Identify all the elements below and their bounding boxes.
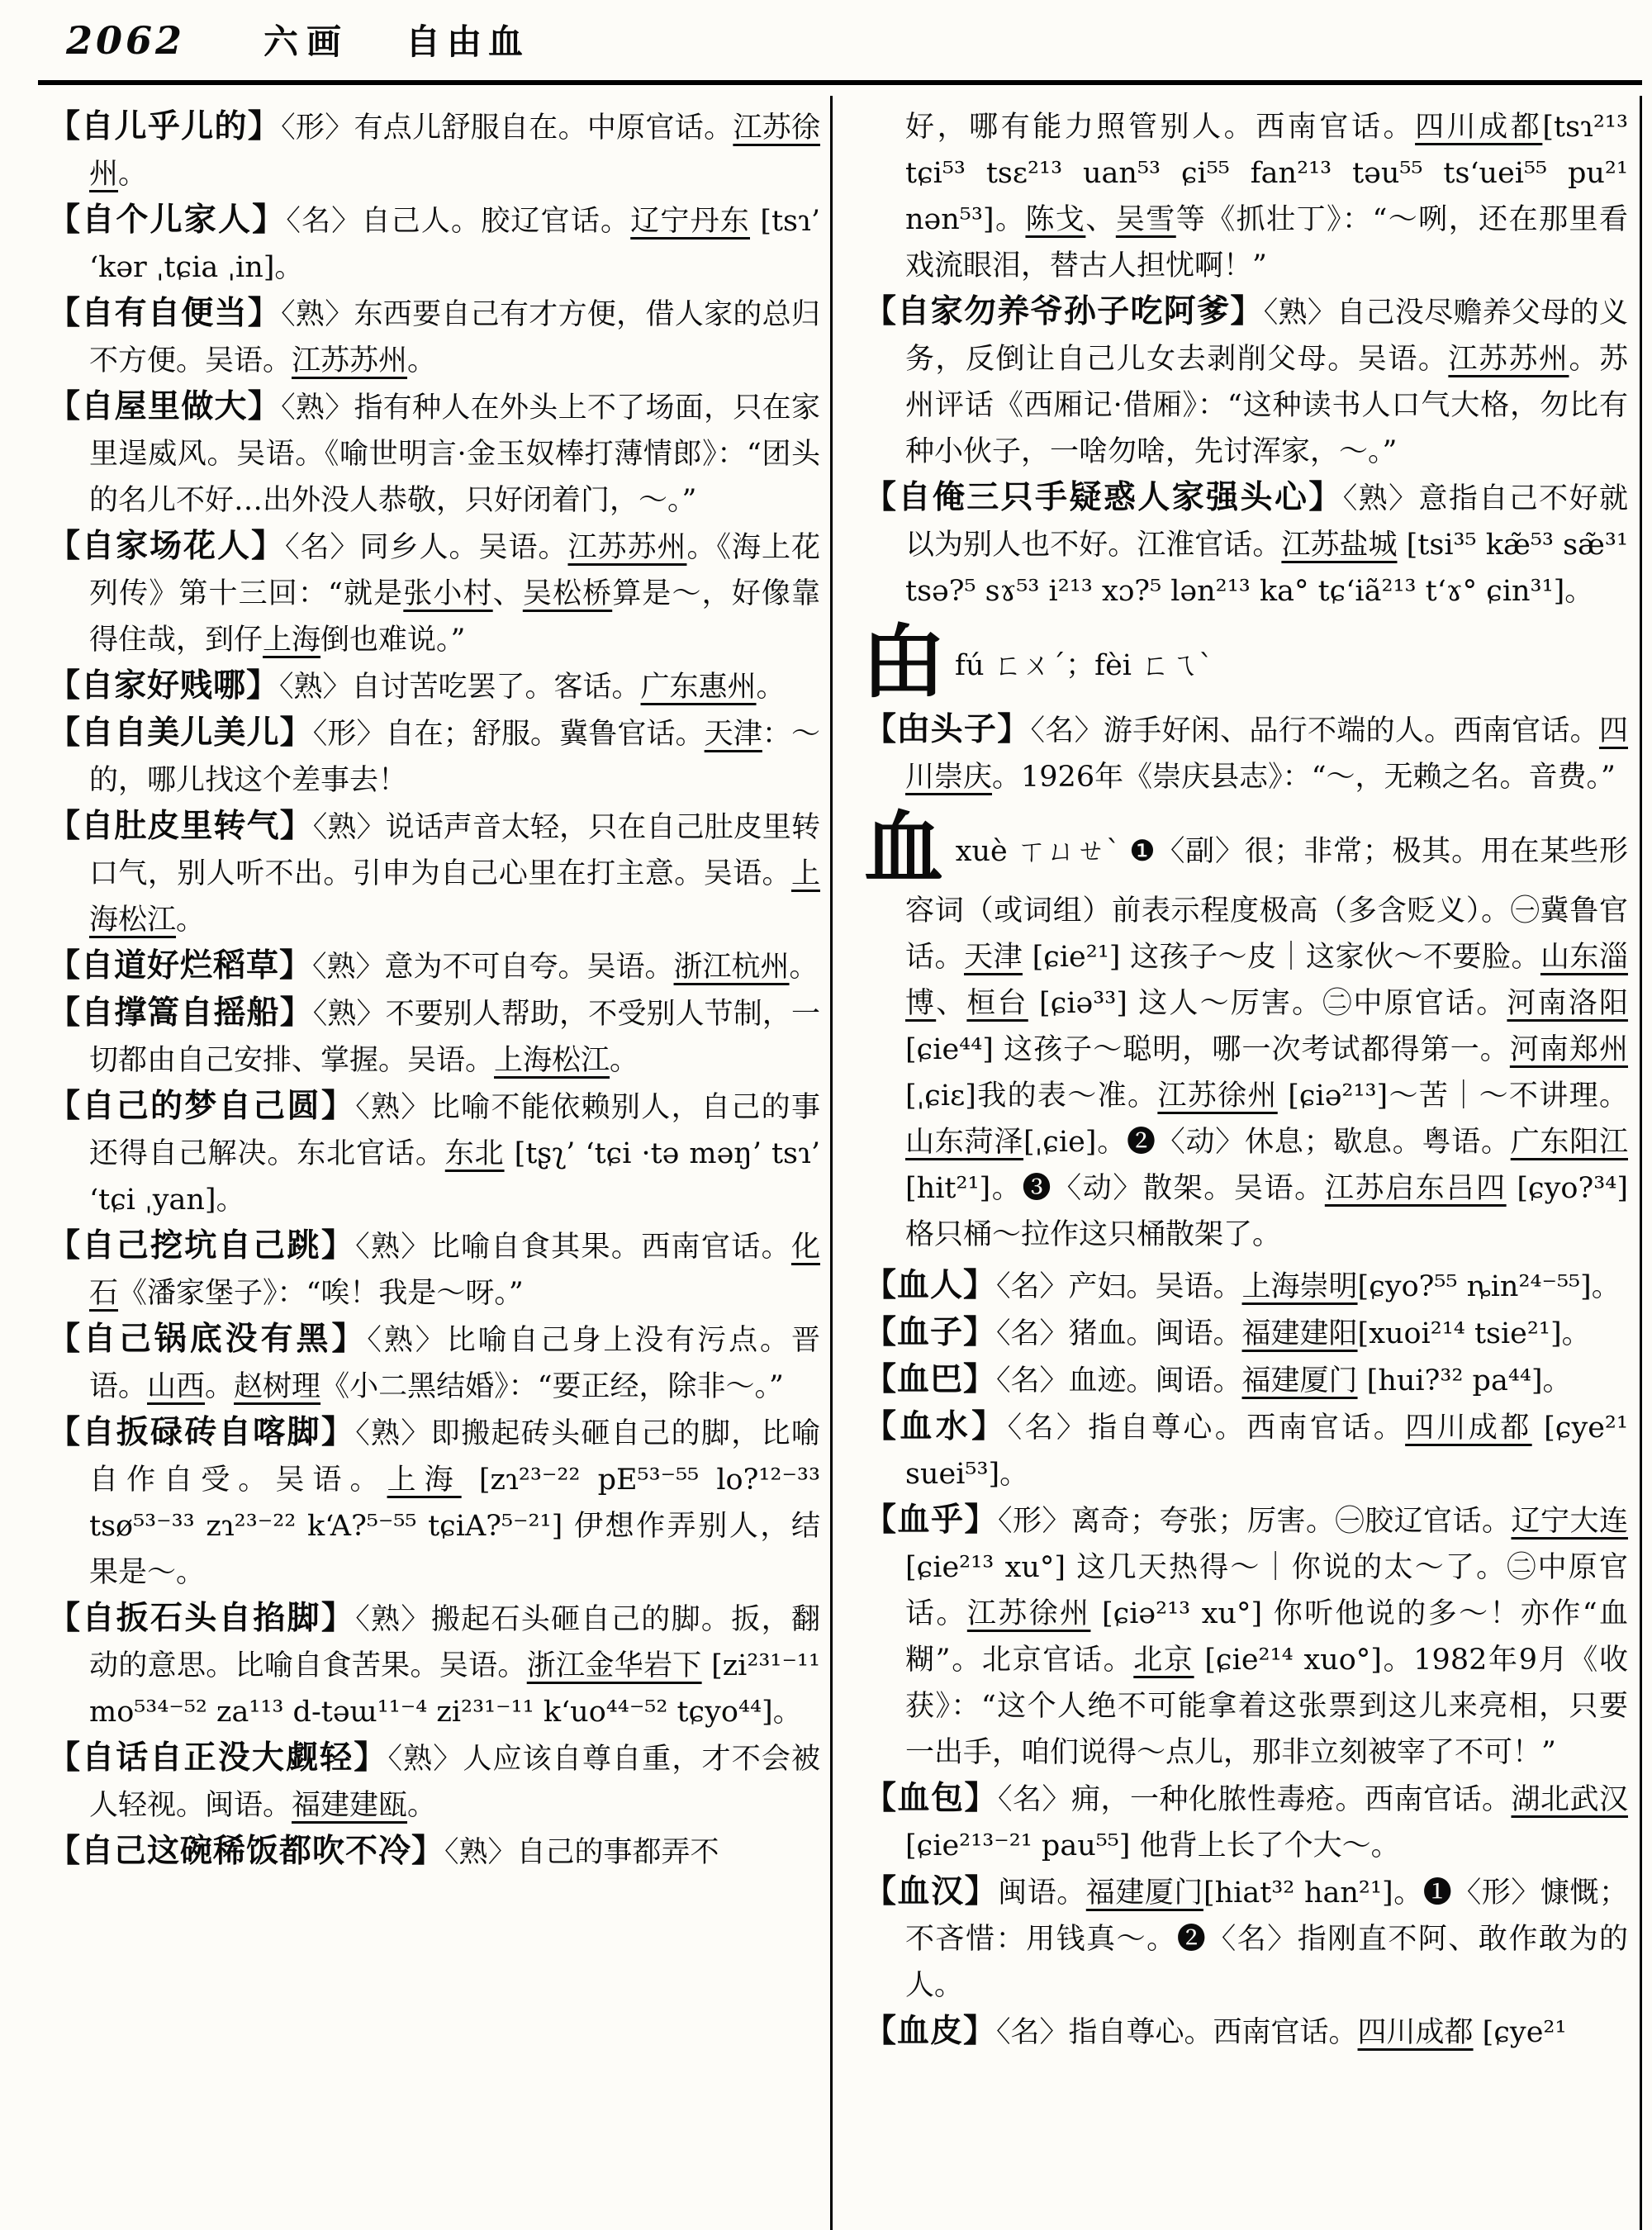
entry-text: 〈熟〉东西要自己有才方便，借人家的总归不方便。吴语。	[89, 298, 820, 377]
place-name: 浙江金华岩下	[526, 1649, 702, 1682]
entry-headword: 【自扳石头自掐脚】	[48, 1600, 356, 1637]
entry-text: [ɕie²¹³ xu°] 这几天热得～｜你说的太～了。㊁中原官话。	[905, 1551, 1628, 1630]
entry-headword: 【血人】	[864, 1267, 997, 1304]
place-name: 陈戈	[1025, 203, 1086, 236]
dictionary-entry	[864, 1497, 1628, 1776]
place-name: 山东菏泽	[905, 1126, 1024, 1159]
entry-text: 〈名〉血迹。闽语。	[996, 1364, 1242, 1397]
entry-text: 。苏州评话《西厢记·借厢》：“这种读书人口气大格，勿比有种小伙子，一啥勿啥，先讨浑家，～。”	[905, 343, 1628, 468]
entry-text: 〈熟〉说话声音太轻，只在自己肚皮里转口气，别人听不出。引申为自己心里在打主意。吴语。	[89, 811, 820, 890]
entry-headword: 【血巴】	[864, 1361, 997, 1398]
entry-text: 〈熟〉自讨苦吃罢了。客话。	[279, 671, 641, 704]
place-name: 赵树理	[234, 1370, 321, 1403]
page-number: 2062	[66, 18, 186, 63]
entry-headword: 【血汉】	[864, 1873, 999, 1910]
dictionary-entry	[864, 1869, 1628, 2009]
column-divider	[830, 96, 833, 2230]
entry-text: 〈熟〉自己的事都弄不	[444, 1836, 719, 1869]
entry-headword: 【甶头子】	[864, 711, 1031, 748]
place-name: 江苏启东吕四	[1324, 1172, 1507, 1205]
entry-text: [ˌɕie]。❷〈动〉休息；歇息。粤语。	[1023, 1126, 1511, 1159]
dictionary-entry	[864, 1357, 1628, 1404]
entry-text: 〈名〉自己人。胶辽官话。	[286, 205, 631, 238]
entry-text: [tsɿ²¹³ tɕi⁵³ tsɛ²¹³ uan⁵³ ɕi⁵⁵ fan²¹³ təu⁵⁵ ts‘uei⁵⁵ pu²¹ nən⁵³]。	[905, 111, 1628, 236]
dictionary-entry	[864, 1263, 1628, 1310]
entry-continuation	[864, 104, 1628, 289]
entry-headword: 【自自美儿美儿】	[48, 714, 313, 752]
entry-text: [zi²³¹⁻¹¹ mo⁵³⁴⁻⁵² za¹¹³ d-təɯ¹¹⁻⁴ zi²³¹⁻¹¹ k‘uo⁴⁴⁻⁵² tɕyo⁴⁴]。	[89, 1649, 820, 1729]
page-header	[66, 15, 529, 64]
entry-text: [ɕye²¹	[1473, 2016, 1567, 2049]
dictionary-entry	[864, 2009, 1628, 2056]
place-name: 广东惠州	[640, 671, 757, 704]
entry-headword: 【自己这碗稀饭都吹不冷】	[48, 1833, 445, 1870]
entry-text: 〈名〉指自尊心。西南官话。	[1007, 1412, 1406, 1445]
entry-headword: 【自己锅底没有黑】	[48, 1321, 368, 1358]
headword-pinyin: xuè ㄒㄩㄝˋ	[955, 835, 1122, 868]
place-name: 上海松江	[494, 1044, 610, 1077]
entry-text: [ɕyo?⁵⁵ ȵin²⁴⁻⁵⁵]。	[1357, 1270, 1621, 1303]
entry-text: [ɕyo?³⁴] 格只桶～拉作这只桶散架了。	[905, 1172, 1628, 1251]
entry-text: 〈熟〉比喻不能依赖别人，自己的事还得自己解决。东北官话。	[89, 1091, 820, 1170]
entry-headword: 【血包】	[864, 1780, 998, 1817]
big-headword-char: 血	[864, 802, 944, 894]
entry-text: 算是～，好像靠得住哉，到仔	[89, 577, 820, 657]
entry-text: 〈熟〉指有种人在外头上不了场面，只在家里逞威风。吴语。《喻世明言·金玉奴棒打薄情郎》：“团头的名儿不好…出外没人恭敬，只好闭着门，～。”	[89, 391, 820, 517]
entry-headword: 【自有自便当】	[48, 295, 282, 332]
entry-text: [tsɿ’ ‘kər ˌtɕia ˌin]。	[89, 205, 820, 284]
place-name: 山东淄博	[905, 941, 1628, 1020]
place-name: 上海松江	[89, 857, 820, 937]
place-name: 北京	[1133, 1644, 1194, 1677]
place-name: 辽宁丹东	[630, 205, 750, 238]
place-name: 浙江杭州	[673, 951, 790, 984]
entry-text: [ɕiə³³] 这人～厉害。㊁中原官话。	[1028, 987, 1507, 1020]
entry-text: 。《海上花列传》第十三回：“就是	[89, 531, 820, 610]
entry-headword: 【自家场花人】	[48, 528, 285, 565]
entry-headword: 【自个儿家人】	[48, 202, 287, 239]
dictionary-entry	[48, 197, 820, 291]
entry-text: 〈名〉游手好闲、品行不端的人。西南官话。	[1030, 714, 1599, 747]
place-name: 福建建瓯	[292, 1789, 408, 1822]
entry-text: 、	[492, 577, 523, 610]
entry-text: [zɿ²³⁻²² pE⁵³⁻⁵⁵ lo?¹²⁻³³ tsø⁵³⁻³³ zɿ²³⁻²² k‘A?⁵⁻⁵⁵ tɕiA?⁵⁻²¹] 伊想作弄别人，结果是～。	[89, 1464, 820, 1589]
dictionary-entry	[864, 289, 1628, 475]
place-name: 江苏苏州	[1448, 343, 1569, 376]
place-name: 山西	[147, 1370, 206, 1403]
place-name: 四川崇庆	[905, 714, 1628, 794]
entry-text: 〈熟〉即搬起砖头砸自己的脚，比喻自作自受。吴语。	[89, 1417, 820, 1497]
entry-text: 〈熟〉不要别人帮助，不受别人节制，一切都由自己安排、掌握。吴语。	[89, 998, 820, 1077]
entry-text: [hiat³² han²¹]。❶〈形〉慷慨；不吝惜：用钱真～。❷〈名〉指刚直不阿、敢作敢为的人。	[905, 1877, 1628, 2002]
place-name: 四川成都	[1357, 2016, 1474, 2049]
entry-text: 《小二黑结婚》：“要正经，除非～。”	[320, 1370, 784, 1403]
dictionary-entry	[48, 1735, 820, 1829]
place-name: 湖北武汉	[1511, 1783, 1628, 1816]
entry-text: ：～的，哪儿找这个差事去！	[89, 718, 820, 797]
entry-text: 。	[407, 1789, 437, 1822]
entry-text: 。	[407, 344, 437, 377]
dictionary-entry	[48, 710, 820, 804]
dictionary-entry	[48, 943, 820, 990]
place-name: 上海	[387, 1464, 462, 1497]
entry-headword: 【血皮】	[864, 2013, 997, 2050]
entry-text: [ɕie²¹] 这孩子～皮｜这家伙～不要脸。	[1022, 941, 1540, 974]
dictionary-entry	[48, 104, 820, 197]
dictionary-entry	[48, 524, 820, 663]
section-headword	[864, 616, 1628, 709]
entry-text: [ɕiə²¹³ xu°] 你听他说的多～！亦作“血糊”。北京官话。	[905, 1597, 1628, 1677]
entry-text: [ɕiə²¹³]～苦｜～不讲理。	[1277, 1079, 1628, 1113]
place-name: 河南郑州	[1509, 1033, 1628, 1066]
entry-headword: 【血水】	[864, 1408, 1008, 1445]
entry-headword: 【自己的梦自己圆】	[48, 1088, 356, 1125]
entry-text: [ɕie⁴⁴] 这孩子～聪明，哪一次考试都得第一。	[905, 1033, 1510, 1066]
dictionary-entry	[48, 384, 820, 524]
entry-text: 等《抓壮丁》：“～咧，还在那里看戏流眼泪，替古人担忧啊！”	[905, 203, 1628, 282]
dictionary-entry	[48, 1084, 820, 1223]
entry-headword: 【自儿乎儿的】	[48, 108, 282, 145]
dictionary-entry	[48, 291, 820, 384]
dictionary-entry	[864, 1404, 1628, 1497]
entry-text: 、	[1085, 203, 1116, 236]
entry-text: [ɕye²¹ suei⁵³]。	[905, 1412, 1628, 1491]
entry-headword: 【自撑篙自摇船】	[48, 994, 313, 1032]
dictionary-entry	[48, 1410, 820, 1596]
entry-text: ❶〈副〉很；非常；极其。用在某些形容词（或词组）前表示程度极高（多含贬义）。㊀冀鲁官话。	[905, 835, 1628, 974]
entry-text: 闽语。	[998, 1877, 1086, 1910]
dictionary-entry	[48, 1223, 820, 1317]
dictionary-entry	[48, 1317, 820, 1410]
place-name: 天津	[963, 941, 1023, 974]
section-headword	[864, 802, 1628, 1258]
header-rule	[38, 80, 1642, 85]
entry-headword: 【血乎】	[864, 1502, 998, 1539]
place-name: 四川成都	[1415, 111, 1543, 144]
place-name: 江苏盐城	[1281, 529, 1398, 562]
entry-text: [hit²¹]。❸〈动〉散架。吴语。	[905, 1172, 1325, 1205]
entry-text: 。1926年《崇庆县志》：“～，无赖之名。音费。”	[992, 761, 1616, 794]
entry-headword: 【自话自正没大觑轻】	[48, 1739, 388, 1777]
entry-headword: 【自家勿养爷孙子吃阿爹】	[864, 293, 1264, 330]
entry-text: [ɕie²¹⁴ xuo°]。1982年9月《收获》：“这个人绝不可能拿着这张票到这儿来亮相，只要一出手，咱们说得～点儿，那非立刻被宰了不可！”	[905, 1644, 1628, 1769]
entry-text: [xuoi²¹⁴ tsie²¹]。	[1357, 1317, 1591, 1350]
dictionary-entry	[864, 1776, 1628, 1869]
entry-text: 〈名〉痈，一种化脓性毒疮。西南官话。	[998, 1783, 1512, 1816]
entry-headword: 【自肚皮里转气】	[48, 808, 313, 845]
entry-text: 〈熟〉人应该自尊自重，才不会被人轻视。闽语。	[89, 1743, 820, 1822]
entry-text: 〈形〉有点儿舒服自在。中原官话。	[281, 112, 733, 145]
dictionary-entry	[864, 475, 1628, 614]
entry-text: [ˌɕiɛ]我的表～准。	[905, 1079, 1158, 1113]
entry-text: 〈名〉猪血。闽语。	[996, 1317, 1242, 1350]
entry-headword: 【血子】	[864, 1314, 997, 1351]
entry-text: 好，哪有能力照管别人。西南官话。	[905, 111, 1416, 144]
page-edge-line	[1640, 96, 1642, 2230]
dictionary-entry	[864, 707, 1628, 800]
place-name: 东北	[444, 1137, 505, 1170]
place-name: 江苏苏州	[567, 531, 687, 564]
big-headword-char: 甶	[864, 616, 943, 709]
left-column	[48, 104, 820, 1876]
place-name: 天津	[704, 718, 762, 751]
place-name: 张小村	[403, 577, 493, 610]
section-characters: 自由血	[406, 21, 530, 62]
dictionary-entry	[48, 1596, 820, 1735]
right-column	[864, 104, 1628, 2056]
entry-headword: 【自家好贱哪】	[48, 667, 280, 705]
place-name: 辽宁大连	[1511, 1505, 1628, 1538]
entry-text: 。	[789, 951, 819, 984]
entry-text: 〈名〉产妇。吴语。	[996, 1270, 1242, 1303]
place-name: 广东阳江	[1510, 1126, 1628, 1159]
place-name: 上海	[263, 624, 321, 657]
dictionary-entry	[48, 663, 820, 710]
entry-text: [tsi³⁵ kæ̃⁵³ sæ̃³¹ tsə?⁵ sɤ⁵³ i²¹³ xɔ?⁵ lən²¹³ ka° tɕ‘iã²¹³ t‘ɤ° ɕin³¹]。	[905, 529, 1628, 608]
entry-headword: 【自屋里做大】	[48, 388, 282, 425]
entry-text: 〈熟〉比喻自食其果。西南官话。	[355, 1231, 791, 1264]
place-name: 福建厦门	[1241, 1364, 1358, 1397]
entry-text: 。	[176, 904, 206, 937]
place-name: 吴松桥	[522, 577, 613, 610]
entry-headword: 【自扳碌砖自喀脚】	[48, 1414, 356, 1451]
entry-text: 、	[936, 987, 967, 1020]
entry-text: 〈熟〉意指自己不好就以为别人也不好。江淮官话。	[905, 482, 1628, 562]
place-name: 江苏苏州	[292, 344, 408, 377]
entry-text: 《潘家堡子》：“唉！我是～呀。”	[118, 1277, 524, 1310]
place-name: 化石	[89, 1231, 820, 1310]
entry-text: 〈名〉指自尊心。西南官话。	[996, 2016, 1358, 2049]
dictionary-entry	[864, 1310, 1628, 1357]
entry-text: 〈熟〉意为不可自夸。吴语。	[312, 951, 674, 984]
place-name: 江苏徐州	[966, 1597, 1091, 1630]
entry-headword: 【自己挖坑自己跳】	[48, 1227, 356, 1264]
entry-text: [ɕie²¹³⁻²¹ pau⁵⁵] 他背上长了个大～。	[905, 1829, 1400, 1862]
entry-text: 〈熟〉比喻自己身上没有污点。晋语。	[89, 1324, 820, 1403]
headword-pinyin: fú ㄈㄨˊ；fèi ㄈㄟˋ	[955, 649, 1213, 682]
entry-text: 。	[205, 1370, 235, 1403]
entry-text: 倒也难说。”	[320, 624, 466, 657]
place-name: 桓台	[966, 987, 1028, 1020]
place-name: 河南洛阳	[1507, 987, 1628, 1020]
place-name: 四川成都	[1405, 1412, 1532, 1445]
dictionary-entry	[48, 804, 820, 943]
entry-text: [hui?³² pa⁴⁴]。	[1357, 1364, 1572, 1397]
entry-text: 〈形〉离奇；夸张；厉害。㊀胶辽官话。	[998, 1505, 1512, 1538]
entry-text: 〈形〉自在；舒服。冀鲁官话。	[312, 718, 705, 751]
place-name: 江苏徐州	[89, 112, 820, 191]
place-name: 江苏徐州	[1157, 1079, 1278, 1113]
dictionary-entry	[48, 990, 820, 1084]
place-name: 福建建阳	[1241, 1317, 1358, 1350]
entry-text: 〈熟〉自己没尽赡养父母的义务，反倒让自己儿女去剥削父母。吴语。	[905, 297, 1628, 376]
entry-text: 〈熟〉搬起石头砸自己的脚。扳，翻动的意思。比喻自食苦果。吴语。	[89, 1603, 820, 1682]
entry-text: 。	[610, 1044, 639, 1077]
entry-headword: 【自道好烂稻草】	[48, 947, 313, 985]
place-name: 上海崇明	[1241, 1270, 1358, 1303]
entry-headword: 【自俺三只手疑惑人家强头心】	[864, 479, 1343, 516]
entry-text: 〈名〉同乡人。吴语。	[284, 531, 568, 564]
place-name: 福建厦门	[1085, 1877, 1203, 1910]
dictionary-entry	[48, 1829, 820, 1876]
entry-text: [tʂʅ’ ‘tɕi ·tə məŋ’ tsɿ’ ‘tɕi ˌyan]。	[89, 1137, 820, 1217]
place-name: 吴雪	[1115, 203, 1176, 236]
entry-text: 。	[118, 158, 148, 191]
entry-text: 。	[756, 671, 786, 704]
stroke-count-label: 六画	[263, 21, 350, 62]
